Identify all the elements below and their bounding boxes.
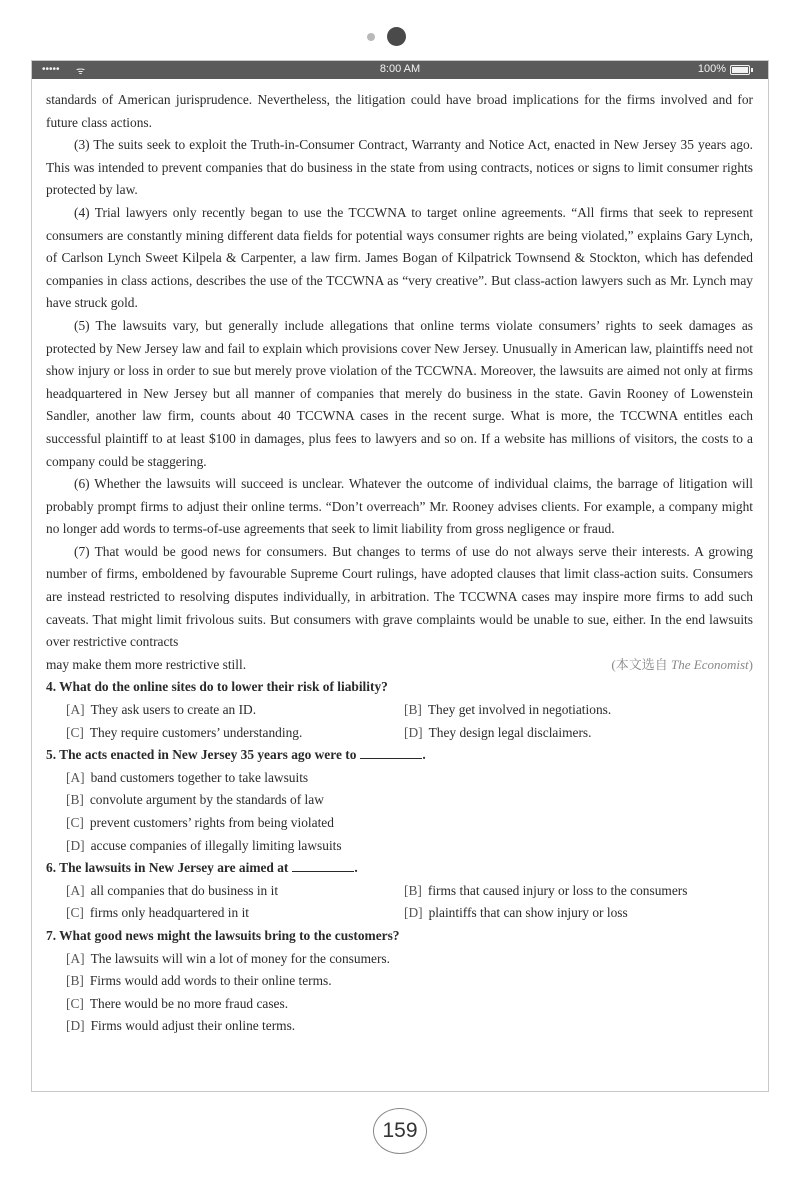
option-b[interactable] [66,789,753,812]
option-a[interactable] [66,767,753,790]
question-stem: 6. The lawsuits in New Jersey are aimed at [46,860,289,876]
page-number: 159 [373,1108,427,1154]
option-text: firms that caused injury or loss to the consumers [427,882,688,898]
option-a[interactable] [66,699,404,722]
camera-sensor-dot [367,33,375,41]
option-c[interactable] [66,902,404,925]
option-text: convolute argument by the standards of law [89,792,324,808]
question-5: 5. The acts enacted in New Jersey 35 years ago were to . [46,747,426,763]
option-letter: [A] [66,769,85,785]
paragraph-continued: standards of American jurisprudence. Nevertheless, the litigation could have broad implications for the firms involved and for future class actions. [46,92,753,130]
option-b[interactable] [404,699,742,722]
last-line: may make them more restrictive still. [46,656,247,672]
question-7-options [46,948,753,1038]
option-text: They require customers’ understanding. [89,724,303,740]
paragraph-4: (4) Trial lawyers only recently began to use the TCCWNA to target online agreements. “All firms that seek to represent consumers are constantly mining different data fields for potential ways consumer rights are being violated,” explains Gary Lynch, of Carlson Lynch Sweet Kilpela & Carpenter, a law firm. James Bogan of Kilpatrick Townsend & Stockton, which has defended companies in class actions, describes the use of the TCCWNA as “very creative”. But class-action lawyers such as Mr. Lynch may have struck gold. [46,204,753,311]
option-letter: [D] [66,837,85,853]
option-text: plaintiffs that can show injury or loss [428,905,628,921]
option-letter: [C] [66,724,84,740]
option-d[interactable] [404,902,742,925]
option-d[interactable] [66,835,753,858]
option-b[interactable] [66,970,753,993]
option-text: Firms would adjust their online terms. [90,1018,296,1034]
question-stem: 4. What do the online sites do to lower their risk of liability? [46,679,388,695]
question-stem: 7. What good news might the lawsuits bring to the customers? [46,927,400,943]
paragraph-6: (6) Whether the lawsuits will succeed is unclear. Whatever the outcome of individual claims, the barrage of litigation will probably prompt firms to adjust their online terms. “Don’t overreach” Mr. Rooney advises clients. For example, a company might no longer add words to terms-of-use agreements that seek to limit liability from gross negligence or fraud. [46,476,753,537]
option-text: They get involved in negotiations. [427,702,612,718]
status-bar [32,61,768,79]
page-content [46,89,753,1038]
option-d[interactable] [66,1015,753,1038]
question-stem: 5. The acts enacted in New Jersey 35 years ago were to [46,747,357,763]
option-text: They design legal disclaimers. [428,724,592,740]
status-time: 8:00 AM [379,63,421,75]
option-letter: [D] [404,905,423,921]
reader-screen [31,60,769,1092]
option-b[interactable] [404,880,742,903]
option-text: There would be no more fraud cases. [89,995,289,1011]
option-letter: [B] [66,973,84,989]
option-letter: [C] [66,995,84,1011]
option-a[interactable] [66,880,404,903]
option-letter: [D] [404,724,423,740]
question-5-options [46,767,753,857]
option-letter: [A] [66,882,85,898]
option-c[interactable] [66,722,404,745]
question-6-options [46,880,753,925]
option-text: accuse companies of illegally limiting lawsuits [90,837,342,853]
device-camera [0,27,800,47]
question-7 [46,925,753,948]
option-letter: [A] [66,950,85,966]
paragraph-7: (7) That would be good news for consumers. But changes to terms of use do not always serve their interests. A growing number of firms, emboldened by favourable Supreme Court rulings, have adopted clauses that limit class-action suits. Consumers are instead restricted to resolving disputes individually, in arbitration. The TCCWNA cases may inspire more firms to add such caveats. That might limit frivolous suits. But consumers with grave complaints would be unable to sue, either. In the end lawsuits over restrictive contracts [46,543,753,650]
option-letter: [C] [66,815,84,830]
paragraph-5: (5) The lawsuits vary, but generally include allegations that online terms violate consumers’ rights to seek damages as protected by New Jersey law and fail to explain which provisions cover New Jersey. Unusually in American law, plaintiffs need not show injury or loss in order to sue but merely prove violation of the TCCWNA. Moreover, the lawsuits are aimed not only at firms headquartered in New Jersey but all manner of companies that merely do business in the state. Gavin Rooney of Lowenstein Sandler, another law firm, counts about 40 TCCWNA cases in the recent surge. What is more, the TCCWNA entitles each successful plaintiff to at least $100 in damages, plus fees to lawyers and so on. If a website has millions of visitors, the costs to a company could be staggering. [46,317,753,469]
option-text: They ask users to create an ID. [90,702,257,718]
source-suffix: ) [748,656,753,672]
option-text: The lawsuits will win a lot of money for the consumers. [90,950,390,966]
question-6: 6. The lawsuits in New Jersey are aimed at . [46,860,358,876]
source-citation [611,654,753,677]
option-letter: [D] [66,1018,85,1034]
answer-blank [292,858,354,872]
option-text: prevent customers’ rights from being violated [89,815,334,830]
option-a[interactable] [66,948,753,971]
signal-icon: ••••• [42,64,60,75]
battery-icon [730,65,750,75]
option-text: Firms would add words to their online terms. [89,973,332,989]
battery-percent: 100% [697,63,726,75]
option-letter: [B] [404,702,422,718]
question-4 [46,676,753,699]
option-text: firms only headquartered in it [89,905,250,921]
option-letter: [B] [66,792,84,808]
answer-blank [360,745,422,759]
option-c[interactable] [66,993,753,1016]
camera-lens-dot [387,27,406,46]
option-letter: [A] [66,702,85,718]
option-d[interactable] [404,722,742,745]
paragraph-3: (3) The suits seek to exploit the Truth-in-Consumer Contract, Warranty and Notice Act, enacted in New Jersey 35 years ago. This was intended to prevent companies that do business in the state from using contracts, notices or signs to limit consumer rights protected by law. [46,137,753,198]
paragraph-7-end [46,654,753,677]
question-4-options [46,699,753,744]
option-letter: [B] [404,882,422,898]
option-letter: [C] [66,905,84,921]
source-publication: The Economist [671,656,749,672]
source-prefix: (本文选自 [611,656,672,672]
wifi-icon: ᯤ [76,66,86,77]
option-text: band customers together to take lawsuits [90,769,309,785]
option-c[interactable] [66,812,753,835]
option-text: all companies that do business in it [90,882,279,898]
